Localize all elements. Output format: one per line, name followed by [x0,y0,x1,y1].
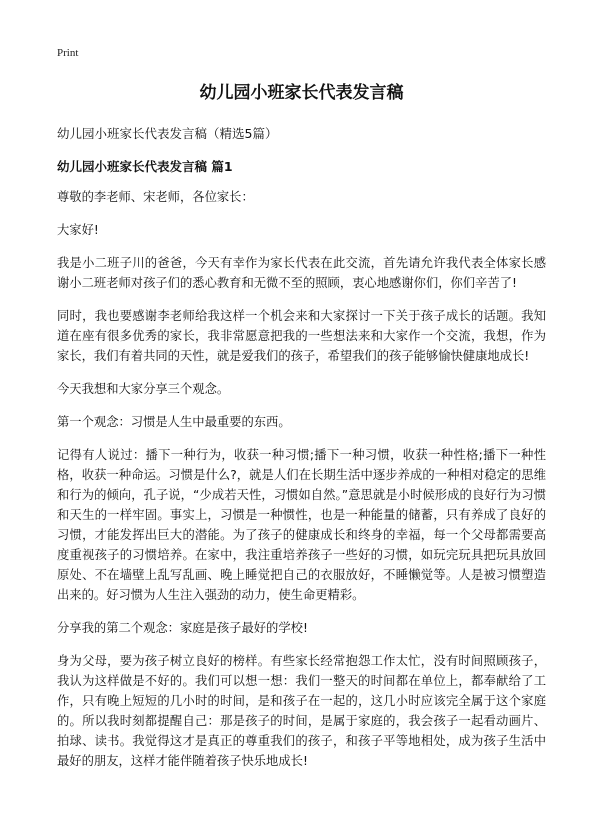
salutation-paragraph: 尊敬的李老师、宋老师，各位家长： [57,190,254,204]
greeting-paragraph: 大家好! [57,223,99,237]
thanks-paragraph: 同时，我也要感谢李老师给我这样一个机会来和大家探讨一下关于孩子成长的话题。我知道在座有很多优秀的家长，我非常愿意把我的一些想法来和大家作一个交流，我想，作为家长，我们有着共同的天性，就是爱我们的孩子，希望我们的孩子能够愉快健康地成长! [57,309,546,363]
section-heading: 幼儿园小班家长代表发言稿 篇1 [57,159,233,174]
document-body [57,80,546,771]
print-link[interactable]: Print [57,47,79,59]
intro-paragraph: 我是小二班子川的爸爸，今天有幸作为家长代表在此交流，首先请允许我代表全体家长感谢小二班老师对孩子们的悉心教育和无微不至的照顾，衷心地感谢你们，你们辛苦了! [57,256,546,290]
habit-paragraph: 记得有人说过：播下一种行为，收获一种习惯;播下一种习惯，收获一种性格;播下一种性格，收获一种命运。习惯是什么?，就是人们在长期生活中逐步养成的一种相对稳定的思维和行为的倾向，孔子说，“少成若天性，习惯如自然。”意思就是小时候形成的良好行为习惯和天生的一样牢固。事实上，习惯是一种惯性，也是一种能量的储蓄，只有养成了良好的习惯，才能发挥出巨大的潜能。为了孩子的健康成长和终身的幸福，每一个父母都需要高度重视孩子的习惯培养。在家中，我注重培养孩子一些好的习惯，如玩完玩具把玩具放回原处、不在墙壁上乱写乱画、晚上睡觉把自己的衣服放好，不睡懒觉等。人是被习惯塑造出来的。好习惯为人生注入强劲的动力，使生命更精彩。 [57,448,546,602]
second-idea-paragraph: 分享我的第二个观念：家庭是孩子最好的学校! [57,621,308,635]
document-subtitle: 幼儿园小班家长代表发言稿（精选5篇） [57,126,278,141]
first-idea-paragraph: 第一个观念：习惯是人生中最重要的东西。 [57,415,291,429]
page-title: 幼儿园小班家长代表发言稿 [199,83,404,103]
share-intro-paragraph: 今天我想和大家分享三个观念。 [57,382,230,396]
family-paragraph: 身为父母，要为孩子树立良好的榜样。有些家长经常抱怨工作太忙，没有时间照顾孩子，我认为这样做是不好的。我们可以想一想：我们一整天的时间都在单位上，都奉献给了工作，只有晚上短短的几小时的时间，是和孩子在一起的，这几小时应该完全属于这个家庭的。所以我时刻都提醒自己：那是孩子的时间，是属于家庭的，我会孩子一起看动画片、拍球、读书。我觉得这才是真正的尊重我们的孩子，和孩子平等地相处，成为孩子生活中最好的朋友，这样才能伴随着孩子快乐地成长! [57,654,546,768]
